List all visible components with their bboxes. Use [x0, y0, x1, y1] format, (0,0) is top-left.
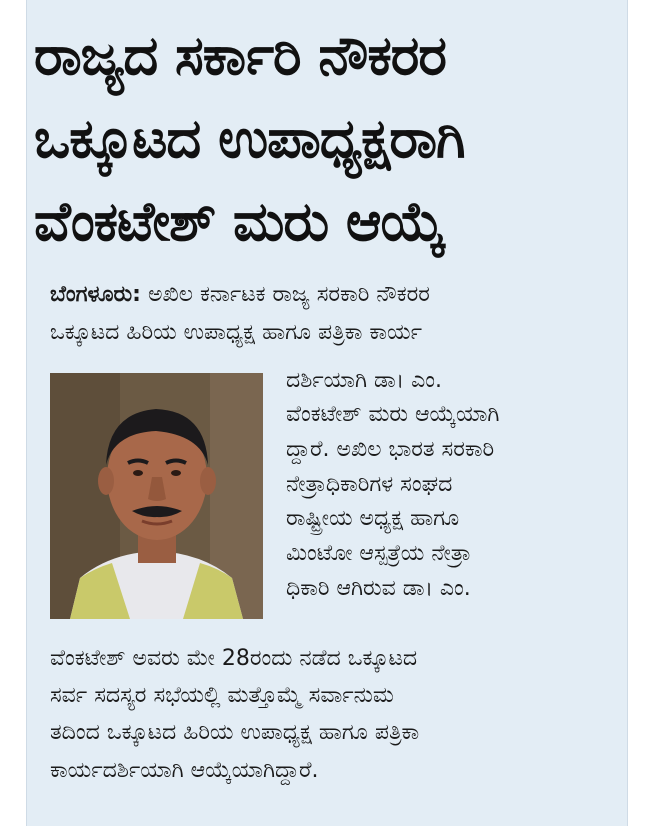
- body-line-2: ಒಕ್ಕೂಟದ ಹಿರಿಯ ಉಪಾಧ್ಯಕ್ಷ ಹಾಗೂ ಪತ್ರಿಕಾ ಕಾರ್ಯ: [50, 320, 422, 345]
- body-line-6: ನೇತ್ರಾಧಿಕಾರಿಗಳ ಸಂಘದ: [286, 472, 453, 497]
- body-line-10: ವೆಂಕಟೇಶ್ ಅವರು ಮೇ 28ರಂದು ನಡೆದ ಒಕ್ಕೂಟದ: [50, 646, 418, 671]
- body-line-5: ದ್ದಾರೆ. ಅಖಿಲ ಭಾರತ ಸರಕಾರಿ: [286, 437, 495, 462]
- headline: [34, 14, 619, 263]
- dateline: ಬೆಂಗಳೂರು:: [50, 282, 141, 307]
- body-line-8: ಮಿಂಟೋ ಆಸ್ಪತ್ರೆಯ ನೇತ್ರಾ: [286, 541, 472, 566]
- portrait-photo: [50, 373, 263, 619]
- headline-line-2: ಒಕ್ಕೂಟದ ಉಪಾಧ್ಯಕ್ಷರಾಗಿ: [34, 107, 465, 170]
- body-line-7: ರಾಷ್ಟ್ರೀಯ ಅಧ್ಯಕ್ಷ ಹಾಗೂ: [286, 506, 460, 531]
- headline-line-3: ವೆಂಕಟೇಶ್ ಮರು ಆಯ್ಕೆ: [34, 190, 445, 253]
- body-line-11: ಸರ್ವ ಸದಸ್ಯರ ಸಭೆಯಲ್ಲಿ ಮತ್ತೊಮ್ಮೆ ಸರ್ವಾನುಮ: [50, 683, 394, 708]
- body-line-4: ವೆಂಕಟೇಶ್ ಮರು ಆಯ್ಕೆಯಾಗಿ: [286, 402, 500, 427]
- body-line-1: [50, 282, 430, 307]
- body-line-12: ತದಿಂದ ಒಕ್ಕೂಟದ ಹಿರಿಯ ಉಪಾಧ್ಯಕ್ಷ ಹಾಗೂ ಪತ್ರಿಕಾ: [50, 720, 420, 745]
- body-line-13: ಕಾರ್ಯದರ್ಶಿಯಾಗಿ ಆಯ್ಕೆಯಾಗಿದ್ದಾರೆ.: [50, 758, 319, 783]
- body-line-9: ಧಿಕಾರಿ ಆಗಿರುವ ಡಾ। ಎಂ.: [286, 576, 471, 601]
- body-line-3: ದರ್ಶಿಯಾಗಿ ಡಾ। ಎಂ.: [286, 368, 443, 393]
- headline-line-1: ರಾಜ್ಯದ ಸರ್ಕಾರಿ ನೌಕರರ: [34, 24, 446, 87]
- portrait-image: [50, 373, 263, 619]
- body-line-1-text: ಅಖಿಲ ಕರ್ನಾಟಕ ರಾಜ್ಯ ಸರಕಾರಿ ನೌಕರರ: [147, 282, 430, 307]
